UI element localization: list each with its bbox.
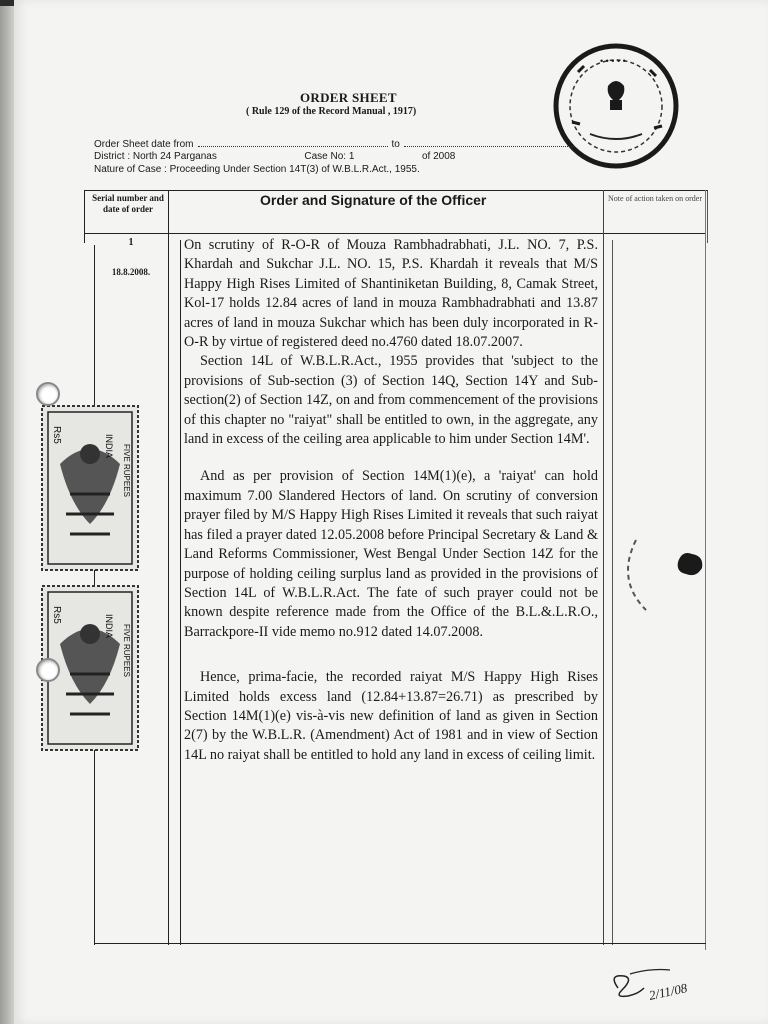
order-paragraph-2: Section 14L of W.B.L.R.Act., 1955 provides that 'subject to the provisions of Sub-section (3) of Section 14Q, Section 14Y and Sub-section(2) of Section 14Z, on and from commencement of the provisions of this chapter no "raiyat" shall be entitled to own, in the aggregate, any land in excess of the ceiling area applicable to him under Section 14M'. — [184, 353, 598, 448]
table-column-divider — [168, 190, 169, 945]
table-bottom-border — [94, 943, 706, 944]
officer-signature — [600, 962, 710, 1012]
table-text-margin-line — [180, 240, 181, 945]
official-seal-stamp — [542, 42, 682, 172]
district-row — [94, 151, 455, 162]
svg-text:• • • • •: • • • • • — [600, 56, 626, 66]
note-column-header: Note of action taken on order — [608, 194, 702, 203]
revenue-stamp-1-country: INDIA — [104, 434, 114, 459]
revenue-stamp-1 — [40, 404, 140, 572]
order-paragraph-3: And as per provision of Section 14M(1)(e), a 'raiyat' can hold maximum 7.00 Slandered Hectors of land. On scrutiny of conversion prayer filed by M/S Happy High Rises Limited it reveals that such raiyat has filed a prayer dated 12.05.2008 before Principal Secretary & Land & Land Reforms Commissioner, West Bengal Under Section 14Z for the purpose of holding ceiling surplus land as provided in the provisions of Section 14L of W.B.L.R.Act. The fate of such prayer could not be known despite reference made from the Office of the B.L.&.L.R.O., Barrackpore-II vide memo no.912 dated 14.07.2008. — [184, 468, 598, 640]
date-from-blank — [198, 138, 388, 147]
revenue-stamp-2-country: INDIA — [104, 614, 114, 639]
date-to-label: to — [391, 139, 400, 150]
date-from-label: Order Sheet date from — [94, 139, 194, 150]
punch-hole-bottom — [36, 658, 60, 682]
punch-hole-top — [36, 382, 60, 406]
order-column-header: Order and Signature of the Officer — [260, 192, 487, 208]
nature-of-case: Nature of Case : Proceeding Under Section 14T(3) of W.B.L.R.Act., 1955. — [94, 164, 420, 175]
table-text-right-line — [612, 240, 613, 945]
order-date: 18.8.2008. — [111, 267, 151, 277]
table-note-column-divider — [603, 190, 604, 945]
ink-blot — [672, 548, 706, 578]
case-year: of 2008 — [421, 151, 456, 162]
order-sheet-date-row — [94, 138, 578, 150]
case-number: Case No: 1 — [304, 151, 355, 162]
order-serial-number: 1 — [128, 237, 134, 248]
order-paragraph-4: Hence, prima-facie, the recorded raiyat M/S Happy High Rises Limited holds excess land (12.84+13.87=26.71) as prescribed by Section 14M(1)(e) vis-à-vis new definition of land as given in Section 2(7) by the W.B.L.R. (Amendment) Act of 1981 and in view of Section 14L no raiyat shall be entitled to hold any land in excess of ceiling limit. — [184, 669, 598, 763]
revenue-stamp-1-denomination: Rs5 — [51, 426, 62, 444]
revenue-stamp-2-value: FIVE RUPEES — [122, 624, 131, 677]
document-subtitle: ( Rule 129 of the Record Manual , 1917) — [246, 106, 417, 117]
order-paragraph-1: On scrutiny of R-O-R of Mouza Rambhadrabhati, J.L. NO. 7, P.S. Khardah and Sukchar J.L. NO. 15, P.S. Khardah it reveals that M/S Happy High Rises Limited of Shantiniketan Building, 8, Camak Street, Kol-17 holds 12.84 acres of land in mouza Rambhadrabhati and 13.87 acres of land in mouza Sukchar which has been duly incorporated in R-O-R by virtue of registered deed no.4760 dated 18.07.2007. — [184, 237, 598, 351]
revenue-stamp-2-denomination: Rs5 — [51, 606, 62, 624]
district-value: District : North 24 Parganas — [94, 151, 217, 162]
page-binding-edge — [0, 0, 14, 1024]
serial-column-header: Serial number and date of order — [92, 193, 164, 214]
order-text — [184, 236, 598, 765]
date-to-blank — [404, 138, 574, 147]
document-title: ORDER SHEET — [300, 90, 397, 105]
table-header-divider — [84, 233, 706, 234]
revenue-stamp-1-value: FIVE RUPEES — [122, 444, 131, 497]
signature-date: 2/11/08 — [647, 980, 689, 1003]
